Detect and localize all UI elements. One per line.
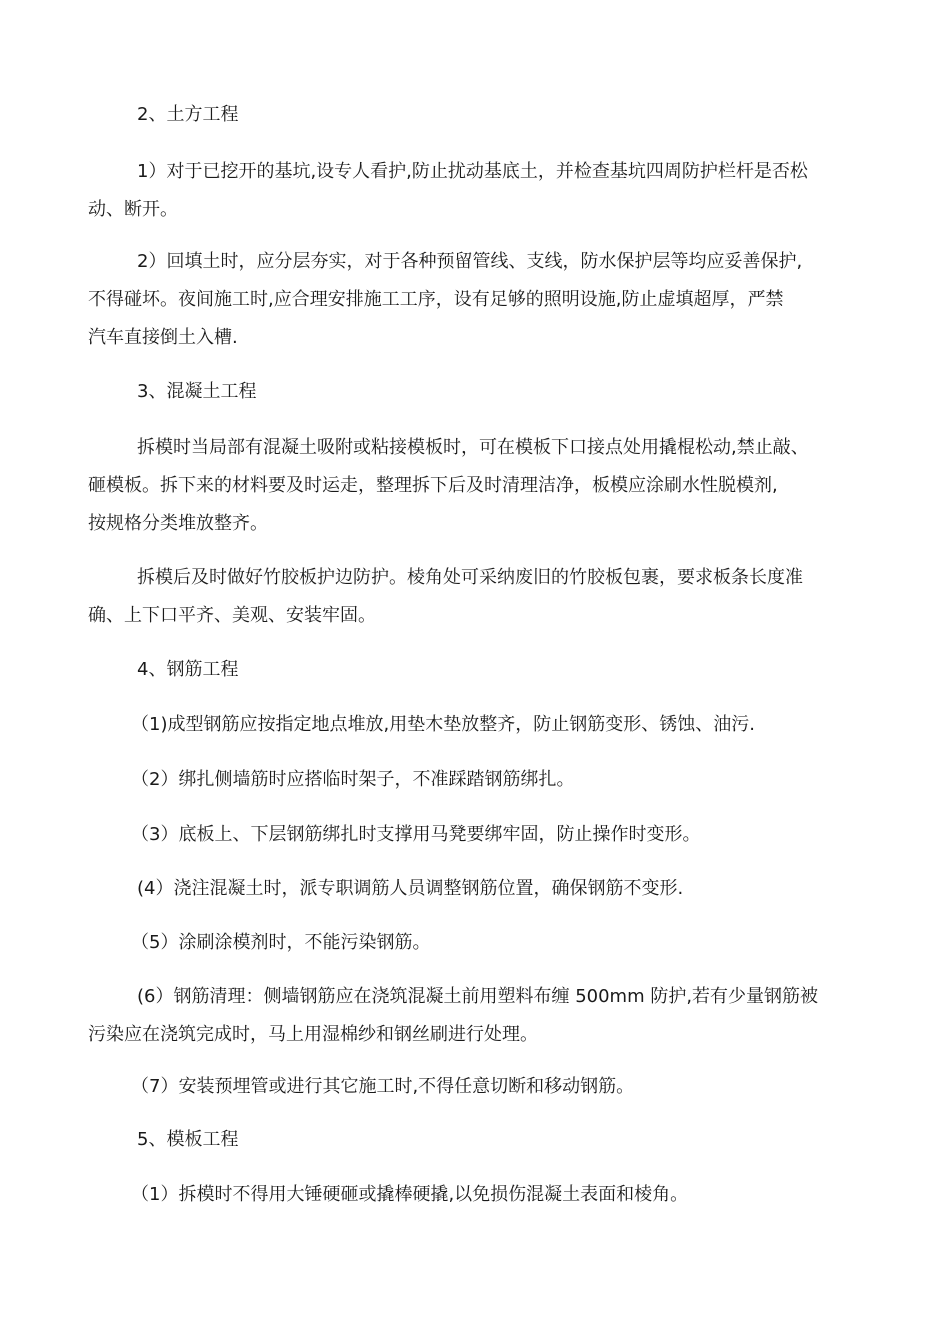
section-heading-concrete: 3、混凝土工程	[137, 381, 257, 402]
section-heading-earthwork: 2、土方工程	[137, 104, 239, 125]
paragraph-line: 2）回填土时，应分层夯实，对于各种预留管线、支线，防水保护层等均应妥善保护,	[137, 251, 803, 272]
paragraph-line: 确、上下口平齐、美观、安装牢固。	[88, 605, 376, 626]
paragraph-line: 不得碰坏。夜间施工时,应合理安排施工工序，设有足够的照明设施,防止虚填超厚，严禁	[88, 289, 784, 310]
list-item: （2）绑扎侧墙筋时应搭临时架子，不准踩踏钢筋绑扎。	[131, 769, 575, 790]
paragraph-line: 污染应在浇筑完成时，马上用湿棉纱和钢丝刷进行处理。	[88, 1024, 538, 1045]
list-item: （3）底板上、下层钢筋绑扎时支撑用马凳要绑牢固，防止操作时变形。	[131, 824, 701, 845]
paragraph-line: 动、断开。	[88, 199, 178, 220]
list-item: （7）安装预埋管或进行其它施工时,不得任意切断和移动钢筋。	[131, 1076, 635, 1097]
paragraph-line: 拆模后及时做好竹胶板护边防护。棱角处可采纳废旧的竹胶板包裹，要求板条长度准	[137, 567, 803, 588]
list-item: （5）涂刷涂模剂时，不能污染钢筋。	[131, 932, 431, 953]
paragraph-line: 按规格分类堆放整齐。	[88, 513, 268, 534]
paragraph-line: 1）对于已挖开的基坑,设专人看护,防止扰动基底土，并检查基坑四周防护栏杆是否松	[137, 161, 808, 182]
list-item: （1）拆模时不得用大锤硬砸或撬棒硬撬,以免损伤混凝土表面和棱角。	[131, 1184, 689, 1205]
paragraph-line: 拆模时当局部有混凝土吸附或粘接模板时，可在模板下口接点处用撬棍松动,禁止敲、	[137, 437, 809, 458]
section-heading-rebar: 4、钢筋工程	[137, 659, 239, 680]
paragraph-line: 汽车直接倒土入槽.	[88, 327, 238, 348]
list-item: (6）钢筋清理：侧墙钢筋应在浇筑混凝土前用塑料布缠 500mm 防护,若有少量钢筋被	[137, 986, 819, 1007]
paragraph-line: 砸模板。拆下来的材料要及时运走，整理拆下后及时清理洁净，板模应涂刷水性脱模剂,	[88, 475, 778, 496]
section-heading-formwork: 5、模板工程	[137, 1129, 239, 1150]
list-item: (4）浇注混凝土时，派专职调筋人员调整钢筋位置，确保钢筋不变形.	[137, 878, 684, 899]
list-item: （1)成型钢筋应按指定地点堆放,用垫木垫放整齐，防止钢筋变形、锈蚀、油污.	[131, 714, 755, 735]
